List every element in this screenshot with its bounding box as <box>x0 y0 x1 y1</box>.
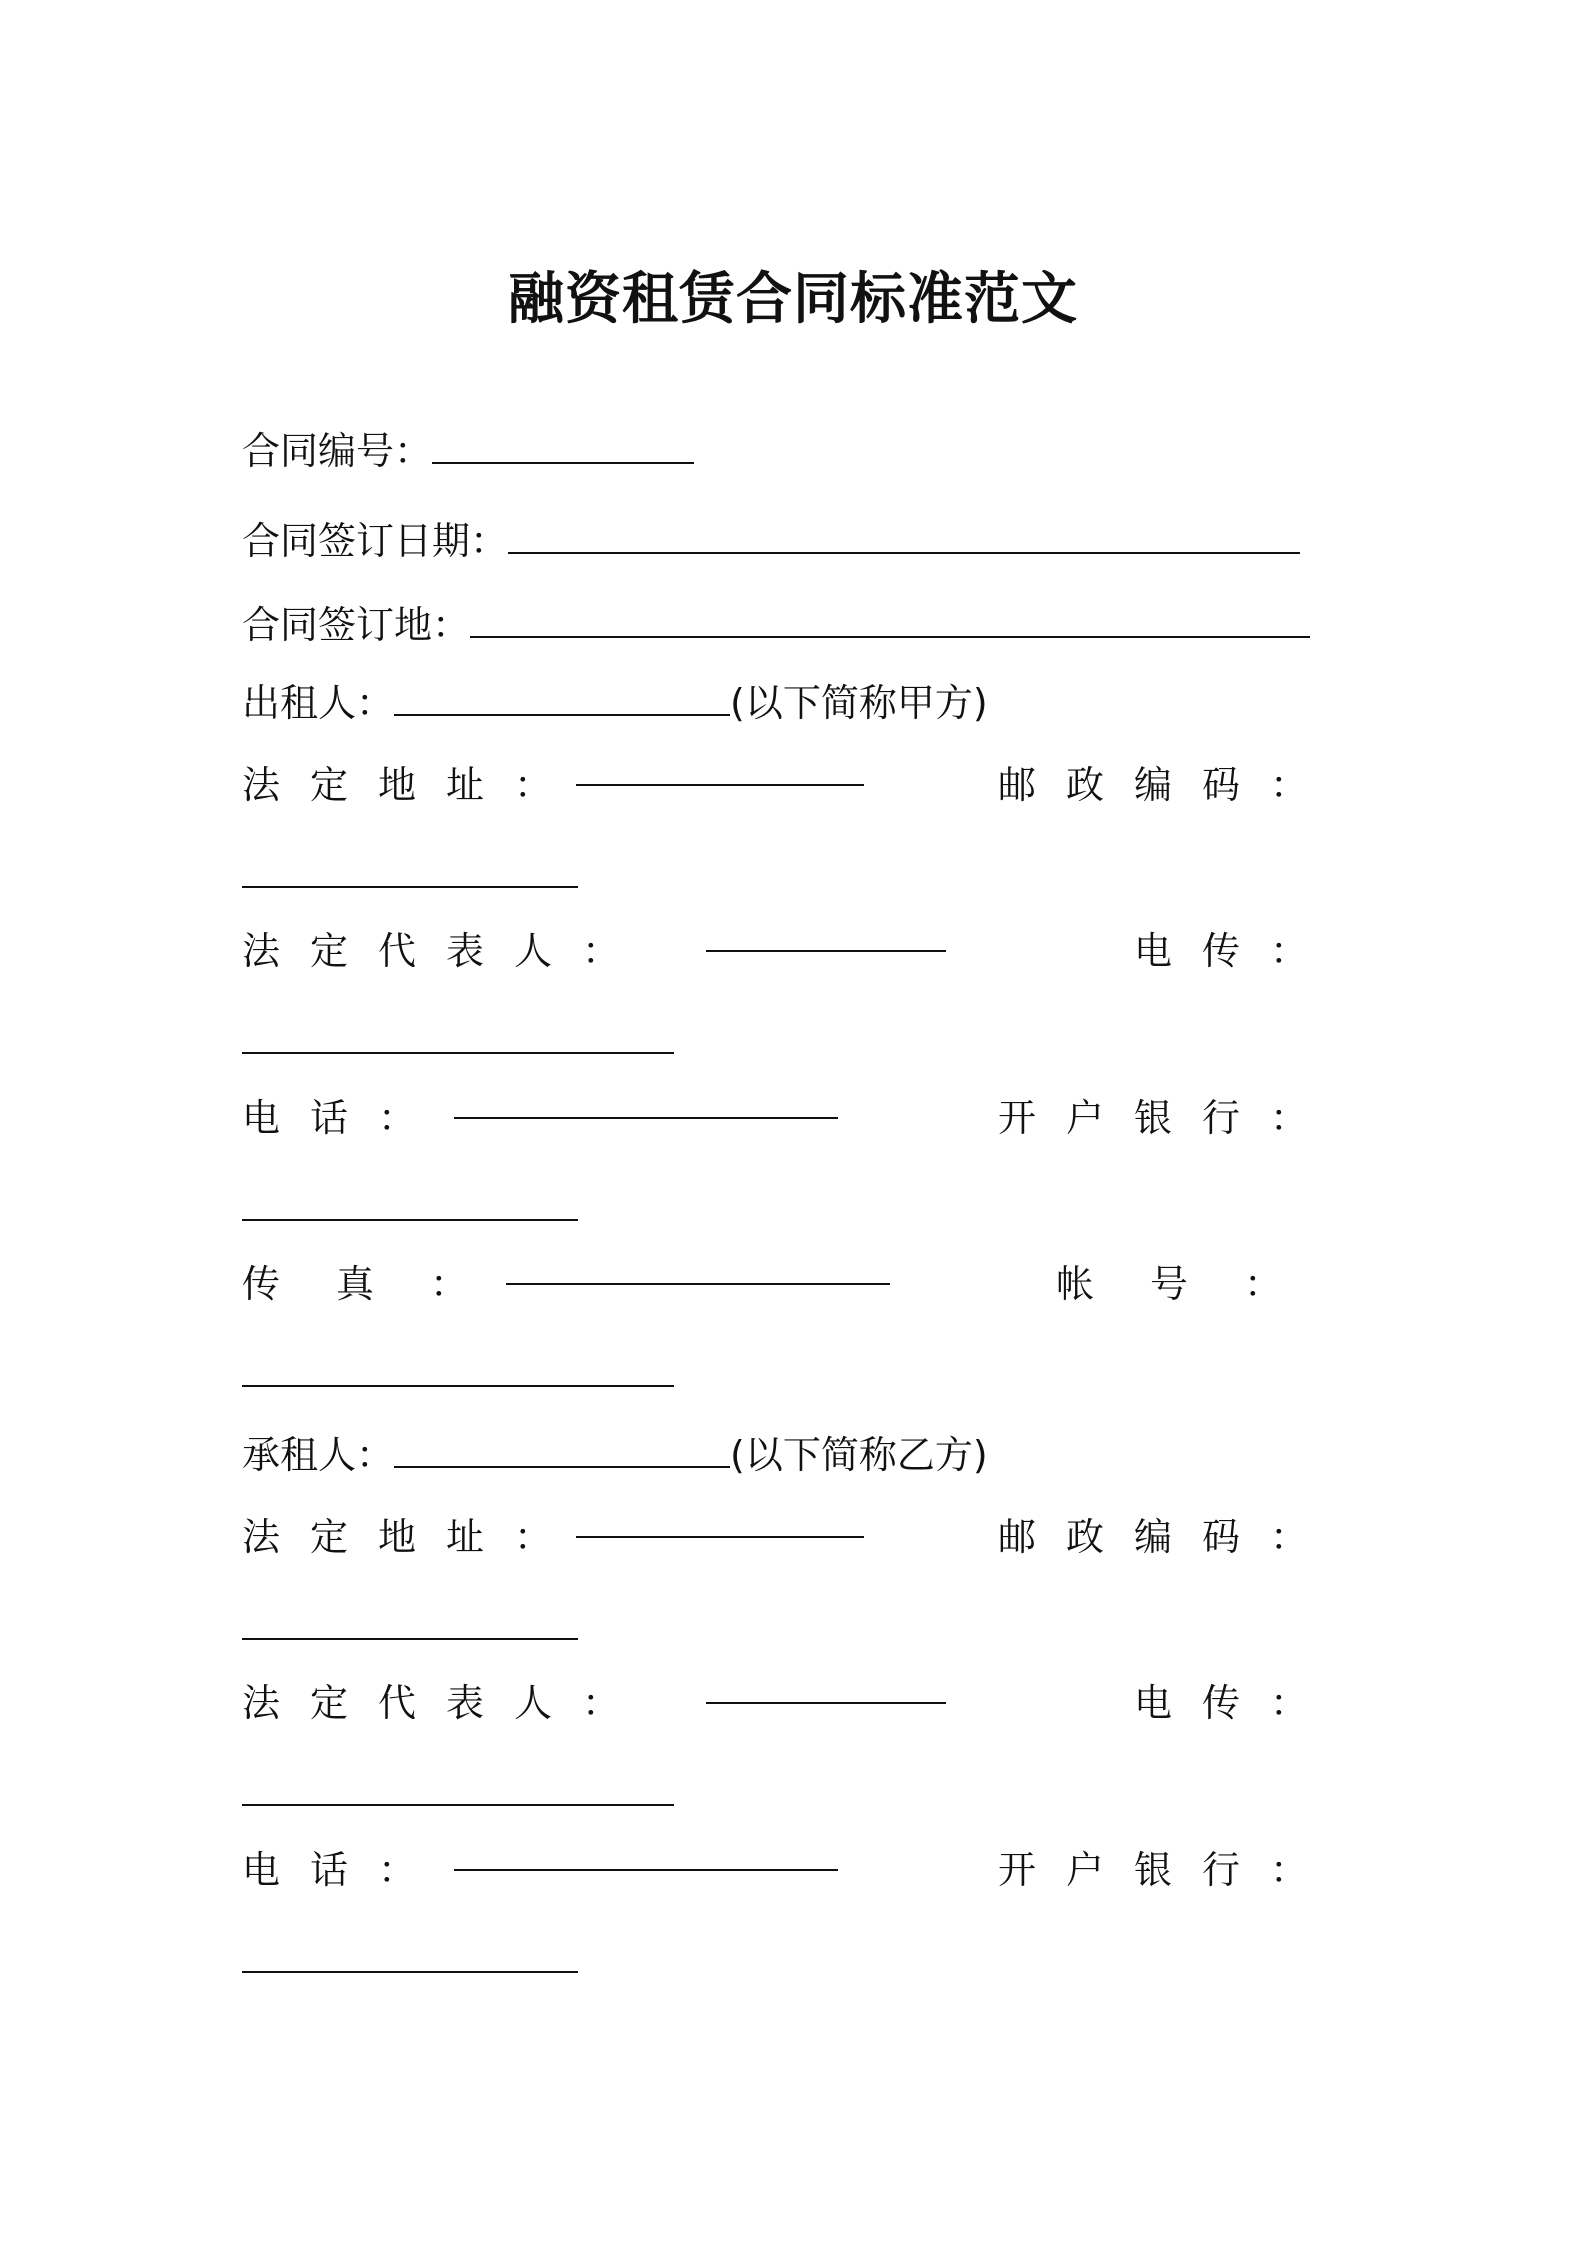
b-legal-rep-blank[interactable] <box>706 1672 946 1704</box>
b-bank-label: 开户银行： <box>997 1848 1338 1892</box>
a-fax-label: 传真： <box>242 1262 525 1306</box>
b-fax-tel-label: 电传： <box>1133 1681 1338 1725</box>
b-phone-label: 电话： <box>242 1848 447 1892</box>
lessor-suffix: (以下简称甲方) <box>730 681 988 725</box>
contract-number-line <box>242 420 694 475</box>
sign-place-label: 合同签订地： <box>242 603 471 647</box>
lessee-line <box>242 1424 988 1479</box>
a-account-label: 帐号： <box>1055 1262 1338 1306</box>
b-address-label: 法定地址： <box>242 1515 583 1559</box>
a-phone-label: 电话： <box>242 1096 447 1140</box>
contract-number-label: 合同编号： <box>242 429 433 473</box>
b-fax-tel-blank[interactable] <box>242 1774 674 1806</box>
a-legal-rep-blank[interactable] <box>706 920 946 952</box>
document-title: 融资租赁合同标准范文 <box>508 267 1078 332</box>
a-address-label: 法定地址： <box>242 763 583 807</box>
lessor-line <box>242 672 988 727</box>
a-postcode-blank[interactable] <box>242 856 578 888</box>
b-bank-blank[interactable] <box>242 1941 578 1973</box>
sign-place-line <box>242 594 1310 649</box>
lessee-suffix: (以下简称乙方) <box>730 1433 988 1477</box>
sign-date-label: 合同签订日期： <box>242 519 509 563</box>
a-fax-tel-blank[interactable] <box>242 1022 674 1054</box>
a-phone-blank[interactable] <box>454 1087 838 1119</box>
a-address-blank[interactable] <box>576 754 864 786</box>
a-postcode-label: 邮政编码： <box>997 763 1338 807</box>
lessee-blank[interactable] <box>394 1436 730 1468</box>
a-account-blank[interactable] <box>242 1355 674 1387</box>
lessor-blank[interactable] <box>394 684 730 716</box>
lessee-label: 承租人： <box>242 1433 395 1477</box>
b-postcode-blank[interactable] <box>242 1608 578 1640</box>
a-bank-label: 开户银行： <box>997 1096 1338 1140</box>
sign-place-blank[interactable] <box>470 606 1310 638</box>
b-address-blank[interactable] <box>576 1506 864 1538</box>
sign-date-line <box>242 510 1300 565</box>
contract-number-blank[interactable] <box>432 432 694 464</box>
sign-date-blank[interactable] <box>508 522 1300 554</box>
b-phone-blank[interactable] <box>454 1839 838 1871</box>
a-bank-blank[interactable] <box>242 1189 578 1221</box>
a-fax-blank[interactable] <box>506 1253 890 1285</box>
b-postcode-label: 邮政编码： <box>997 1515 1338 1559</box>
a-legal-rep-label: 法定代表人： <box>242 929 651 973</box>
b-legal-rep-label: 法定代表人： <box>242 1681 651 1725</box>
a-fax-tel-label: 电传： <box>1133 929 1338 973</box>
lessor-label: 出租人： <box>242 681 395 725</box>
